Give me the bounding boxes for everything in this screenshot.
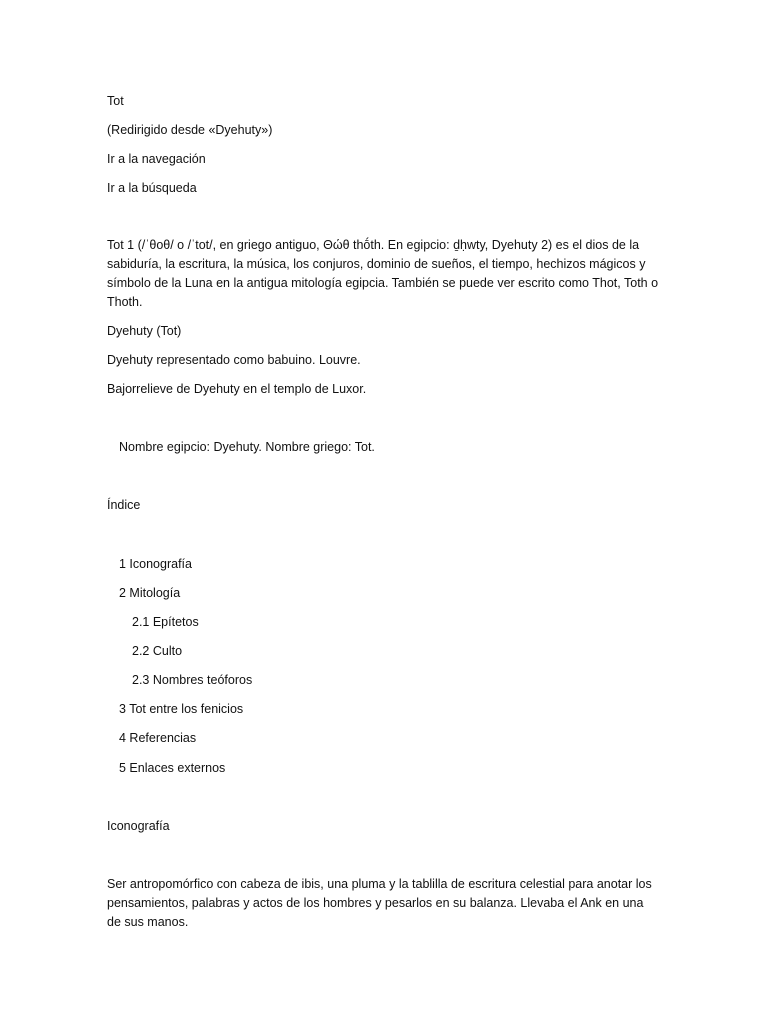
toc-subitem[interactable]: 2.2 Culto (132, 644, 183, 658)
infobox-caption-babuino: Dyehuty representado como babuino. Louvre. (107, 353, 361, 367)
toc-subitem[interactable]: 2.3 Nombres teóforos (132, 673, 253, 687)
intro-paragraph: Tot 1 (/ˈθoθ/ o /ˈtot/, en griego antiguo, Θώθ thṓth. En egipcio: ḏḥwty, Dyehuty 2) es el dios de la sabiduría, la escritura, la música, los conjuros, dominio de sueños, el tiempo, hechizos mágicos y símbolo de la Luna en la antigua mitología egipcia. También se puede ver escrito como Thot, Toth o Thoth. (107, 238, 659, 309)
iconografia-paragraph: Ser antropomórfico con cabeza de ibis, una pluma y la tablilla de escritura celestial para anotar los pensamientos, palabras y actos de los hombres y pesarlos en su balanza. Llevaba el Ank en una de sus manos. (107, 877, 652, 929)
toc-item[interactable]: 5 Enlaces externos (119, 761, 226, 775)
toc-item[interactable]: 4 Referencias (119, 731, 197, 745)
toc-heading: Índice (107, 498, 141, 512)
search-link[interactable]: Ir a la búsqueda (107, 181, 197, 195)
toc-item[interactable]: 1 Iconografía (119, 557, 192, 571)
infobox-names: Nombre egipcio: Dyehuty. Nombre griego: Tot. (119, 440, 375, 454)
navigation-link[interactable]: Ir a la navegación (107, 152, 206, 166)
toc-subitem[interactable]: 2.1 Epítetos (132, 615, 199, 629)
infobox-caption-relieve: Bajorrelieve de Dyehuty en el templo de Luxor. (107, 382, 367, 396)
redirect-note: (Redirigido desde «Dyehuty») (107, 123, 273, 137)
infobox-caption-title: Dyehuty (Tot) (107, 324, 182, 338)
section-heading-iconografia: Iconografía (107, 819, 170, 833)
toc-item[interactable]: 3 Tot entre los fenicios (119, 702, 244, 716)
page-title: Tot (107, 94, 124, 108)
toc-item[interactable]: 2 Mitología (119, 586, 181, 600)
